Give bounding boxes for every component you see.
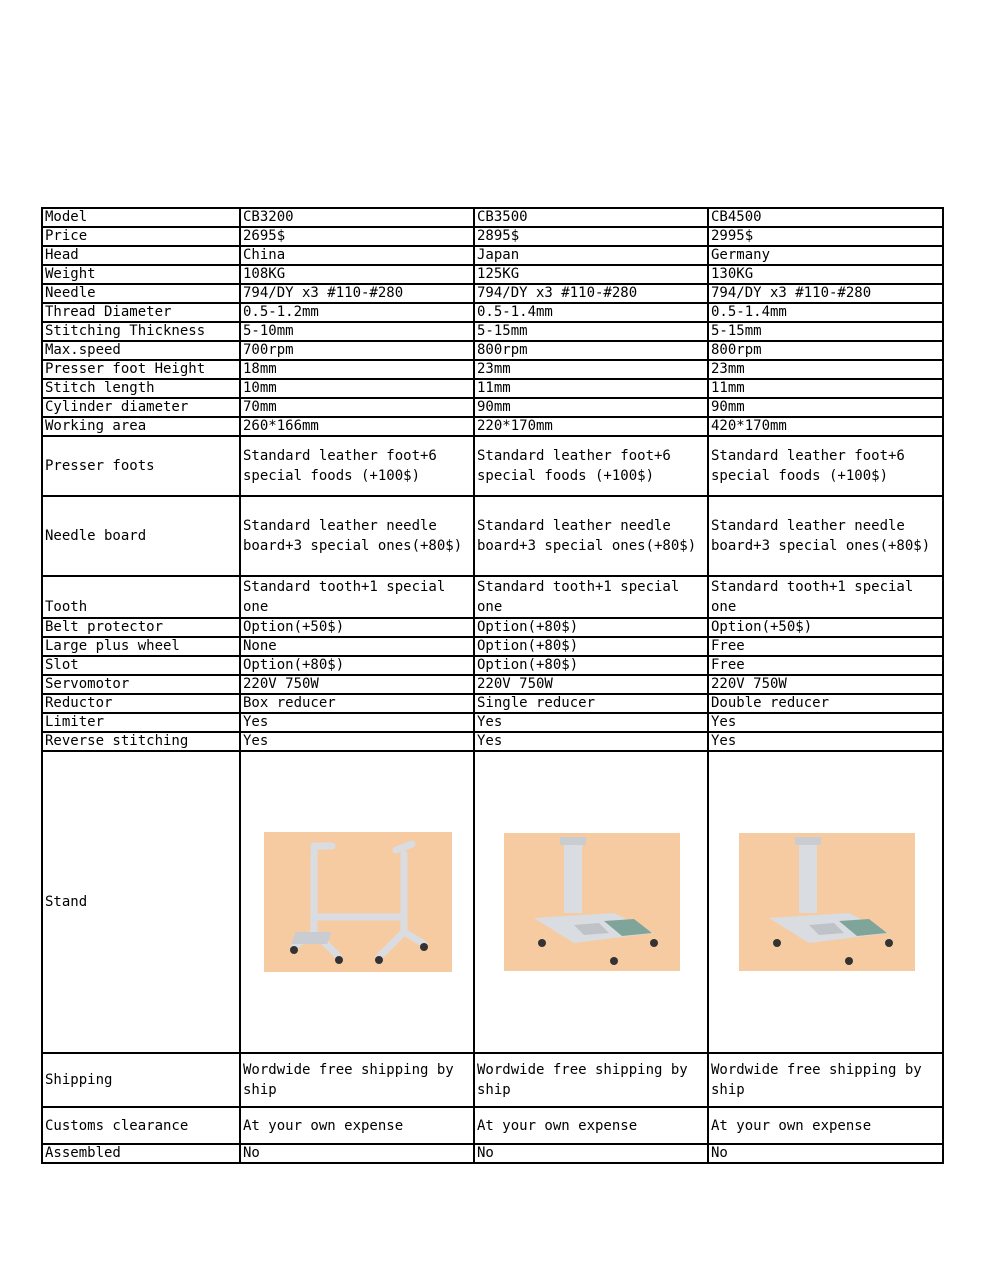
- cell: Standard leather needle board+3 special ones(+80$): [708, 496, 943, 576]
- table-row: [42, 637, 943, 656]
- cell: Option(+80$): [240, 656, 474, 675]
- row-label: Belt protector: [42, 618, 240, 637]
- cell: Standard leather needle board+3 special ones(+80$): [240, 496, 474, 576]
- cell: 2695$: [240, 227, 474, 246]
- table-row: [42, 398, 943, 417]
- table-row: [42, 1144, 943, 1163]
- cell: 70mm: [240, 398, 474, 417]
- cell: No: [240, 1144, 474, 1163]
- row-label: Presser foot Height: [42, 360, 240, 379]
- cell: Yes: [708, 713, 943, 732]
- table-row: [42, 694, 943, 713]
- cell: Option(+80$): [474, 618, 708, 637]
- table-row: [42, 751, 943, 1053]
- table-row: [42, 303, 943, 322]
- spec-table: [41, 207, 944, 1164]
- cell: Free: [708, 656, 943, 675]
- table-row: [42, 713, 943, 732]
- row-label: Stitch length: [42, 379, 240, 398]
- cell: 260*166mm: [240, 417, 474, 436]
- cell: 220*170mm: [474, 417, 708, 436]
- row-label: Working area: [42, 417, 240, 436]
- cell: 800rpm: [474, 341, 708, 360]
- cell: Standard leather foot+6 special foods (+100$): [708, 436, 943, 496]
- cell: 10mm: [240, 379, 474, 398]
- cell: Option(+80$): [474, 656, 708, 675]
- stand-photo-cell: [474, 751, 708, 1053]
- table-row: [42, 618, 943, 637]
- row-label: Stand: [42, 751, 240, 1053]
- cell: Standard leather foot+6 special foods (+100$): [240, 436, 474, 496]
- cell: No: [474, 1144, 708, 1163]
- cell: Single reducer: [474, 694, 708, 713]
- cell: 420*170mm: [708, 417, 943, 436]
- row-label: Limiter: [42, 713, 240, 732]
- cell: 23mm: [474, 360, 708, 379]
- table-row: [42, 576, 943, 618]
- table-row: [42, 379, 943, 398]
- cell: At your own expense: [474, 1107, 708, 1144]
- cell: At your own expense: [240, 1107, 474, 1144]
- row-label: Servomotor: [42, 675, 240, 694]
- cell: 23mm: [708, 360, 943, 379]
- cell: Yes: [240, 713, 474, 732]
- stand-photo-cell: [240, 751, 474, 1053]
- cell: 0.5-1.4mm: [708, 303, 943, 322]
- cell: 2895$: [474, 227, 708, 246]
- row-label: Presser foots: [42, 436, 240, 496]
- cell: 800rpm: [708, 341, 943, 360]
- table-row: [42, 1053, 943, 1107]
- cell: 220V 750W: [240, 675, 474, 694]
- table-row: [42, 284, 943, 303]
- cell: Yes: [474, 713, 708, 732]
- cell: Standard tooth+1 special one: [708, 576, 943, 618]
- row-label: Assembled: [42, 1144, 240, 1163]
- row-label: Large plus wheel: [42, 637, 240, 656]
- cell: 5-15mm: [708, 322, 943, 341]
- cell: 130KG: [708, 265, 943, 284]
- row-label: Model: [42, 208, 240, 227]
- cell: 794/DY x3 #110-#280: [474, 284, 708, 303]
- table-row: [42, 496, 943, 576]
- table-row: [42, 246, 943, 265]
- cell: Wordwide free shipping by ship: [240, 1053, 474, 1107]
- cell: CB3200: [240, 208, 474, 227]
- cell: Standard tooth+1 special one: [474, 576, 708, 618]
- stand-photo-cb4500: [739, 793, 915, 1011]
- row-label: Price: [42, 227, 240, 246]
- row-label: Slot: [42, 656, 240, 675]
- cell: Standard leather foot+6 special foods (+100$): [474, 436, 708, 496]
- row-label: Reverse stitching: [42, 732, 240, 751]
- row-label: Shipping: [42, 1053, 240, 1107]
- table-row: [42, 322, 943, 341]
- cell: Japan: [474, 246, 708, 265]
- cell: 11mm: [474, 379, 708, 398]
- cell: 108KG: [240, 265, 474, 284]
- cell: 220V 750W: [708, 675, 943, 694]
- cell: 90mm: [708, 398, 943, 417]
- table-row: [42, 656, 943, 675]
- table-row: [42, 417, 943, 436]
- cell: At your own expense: [708, 1107, 943, 1144]
- cell: Wordwide free shipping by ship: [708, 1053, 943, 1107]
- stand-photo-cell: [708, 751, 943, 1053]
- row-label: Head: [42, 246, 240, 265]
- row-label: Needle: [42, 284, 240, 303]
- cell: CB3500: [474, 208, 708, 227]
- cell: 0.5-1.2mm: [240, 303, 474, 322]
- cell: None: [240, 637, 474, 656]
- cell: 794/DY x3 #110-#280: [240, 284, 474, 303]
- table-row: [42, 341, 943, 360]
- cell: Yes: [474, 732, 708, 751]
- cell: Standard leather needle board+3 special ones(+80$): [474, 496, 708, 576]
- cell: Standard tooth+1 special one: [240, 576, 474, 618]
- cell: 700rpm: [240, 341, 474, 360]
- table-row: [42, 1107, 943, 1144]
- row-label: Cylinder diameter: [42, 398, 240, 417]
- cell: Yes: [240, 732, 474, 751]
- row-label: Reductor: [42, 694, 240, 713]
- table-row: [42, 675, 943, 694]
- cell: CB4500: [708, 208, 943, 227]
- cell: No: [708, 1144, 943, 1163]
- row-label: Tooth: [42, 576, 240, 618]
- cell: 0.5-1.4mm: [474, 303, 708, 322]
- cell: 90mm: [474, 398, 708, 417]
- cell: Germany: [708, 246, 943, 265]
- cell: 2995$: [708, 227, 943, 246]
- cell: China: [240, 246, 474, 265]
- table-row: [42, 436, 943, 496]
- cell: Option(+80$): [474, 637, 708, 656]
- cell: Yes: [708, 732, 943, 751]
- cell: Box reducer: [240, 694, 474, 713]
- table-row: [42, 208, 943, 227]
- table-row: [42, 265, 943, 284]
- table-row: [42, 227, 943, 246]
- cell: 11mm: [708, 379, 943, 398]
- cell: 5-10mm: [240, 322, 474, 341]
- stand-photo-cb3500: [504, 793, 680, 1011]
- cell: Option(+50$): [708, 618, 943, 637]
- cell: 125KG: [474, 265, 708, 284]
- table-row: [42, 360, 943, 379]
- row-label: Weight: [42, 265, 240, 284]
- cell: 5-15mm: [474, 322, 708, 341]
- row-label: Thread Diameter: [42, 303, 240, 322]
- cell: 220V 750W: [474, 675, 708, 694]
- row-label: Customs clearance: [42, 1107, 240, 1144]
- cell: 794/DY x3 #110-#280: [708, 284, 943, 303]
- cell: Option(+50$): [240, 618, 474, 637]
- stand-photo-cb3200: [264, 792, 452, 1012]
- row-label: Stitching Thickness: [42, 322, 240, 341]
- cell: Wordwide free shipping by ship: [474, 1053, 708, 1107]
- row-label: Needle board: [42, 496, 240, 576]
- row-label: Max.speed: [42, 341, 240, 360]
- cell: Free: [708, 637, 943, 656]
- cell: 18mm: [240, 360, 474, 379]
- cell: Double reducer: [708, 694, 943, 713]
- table-row: [42, 732, 943, 751]
